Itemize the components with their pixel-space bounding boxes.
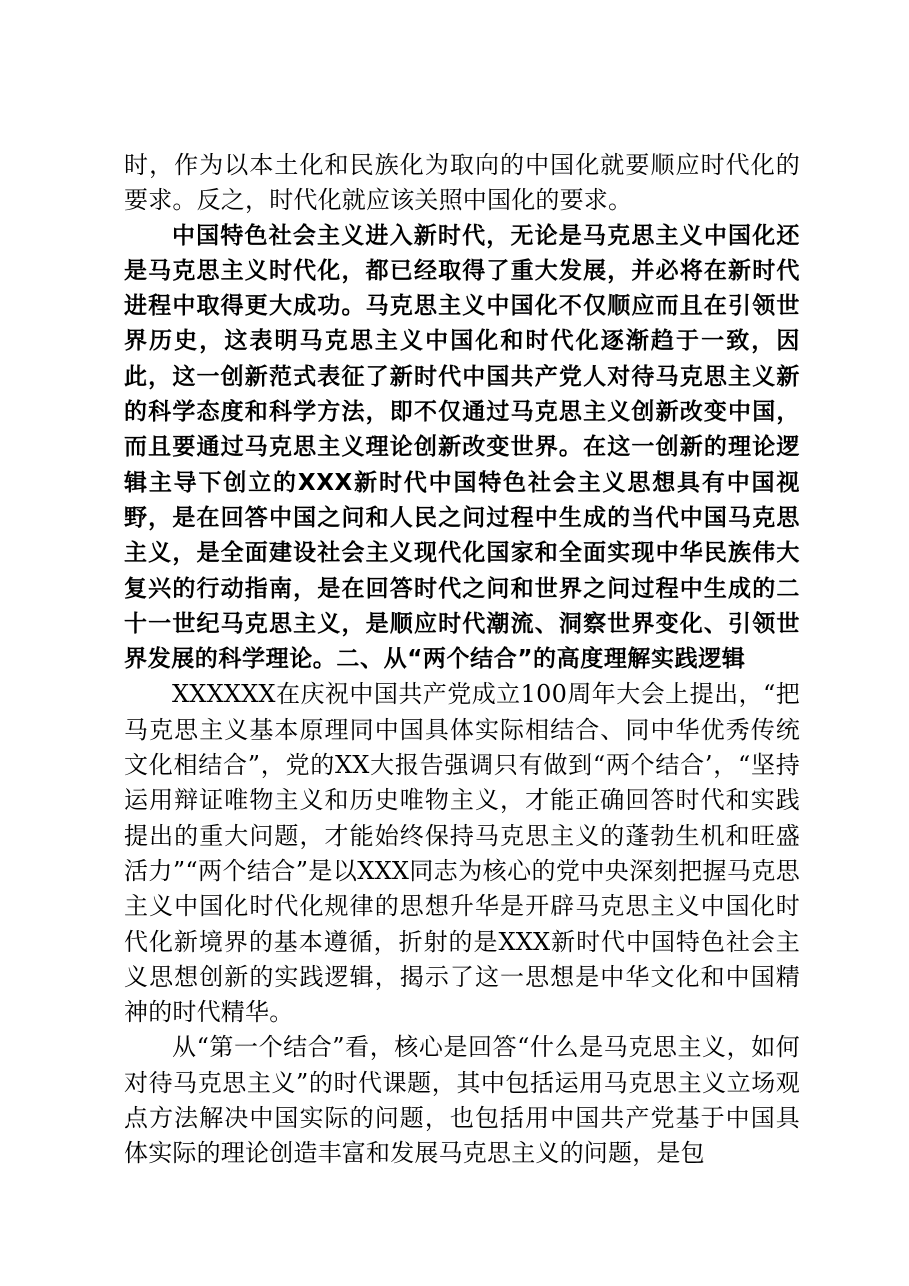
paragraph-first-combination: 从“第一个结合”看，核心是回答“什么是马克思主义，如何对待马克思主义”的时代课题，其中包括运用马克思主义立场观点方法解决中国实际的问题，也包括用中国共产党基于中国具体实际的理论创造丰富和发展马克思主义的问题，是包 <box>124 1033 800 1168</box>
paragraph-continued: 时，作为以本土化和民族化为取向的中国化就要顺应时代化的要求。反之，时代化就应该关照中国化的要求。 <box>124 151 800 215</box>
body-text <box>124 148 800 1172</box>
paragraph-two-combinations: XXXXXX在庆祝中国共产党成立100周年大会上提出，“把马克思主义基本原理同中国具体实际相结合、同中华优秀传统文化相结合”，党的XX大报告强调只有做到“两个结合’，“坚持运用辩证唯物主义和历史唯物主义，才能正确回答时代和实践提出的重大问题，才能始终保持马克思主义的蓬勃生机和旺盛活力”“两个结合”是以XXX同志为核心的党中央深刻把握马克思主义中国化时代化规律的思想升华是开辟马克思主义中国化时代化新境界的基本遵循，折射的是XXX新时代中国特色社会主义思想创新的实践逻辑，揭示了这一思想是中华文化和中国精神的时代精华。 <box>124 680 800 1027</box>
paragraph-new-era: 中国特色社会主义进入新时代，无论是马克思主义中国化还是马克思主义时代化，都已经取得了重大发展，并必将在新时代进程中取得更大成功。马克思主义中国化不仅顺应而且在引领世界历史，这表明马克思主义中国化和时代化逐渐趋于一致，因此，这一创新范式表征了新时代中国共产党人对待马克思主义新的科学态度和科学方法，即不仅通过马克思主义创新改变中国，而且要通过马克思主义理论创新改变世界。在这一创新的理论逻辑主导下创立的XXX新时代中国特色社会主义思想具有中国视野，是在回答中国之问和人民之问过程中生成的当代中国马克思主义，是全面建设社会主义现代化国家和全面实现中华民族伟大复兴的行动指南，是在回答时代之问和世界之问过程中生成的二十一世纪马克思主义，是顺应时代潮流、洞察世界变化、引领世界发展的科学理论。二、从“两个结合”的高度理解实践逻辑 <box>124 222 800 673</box>
